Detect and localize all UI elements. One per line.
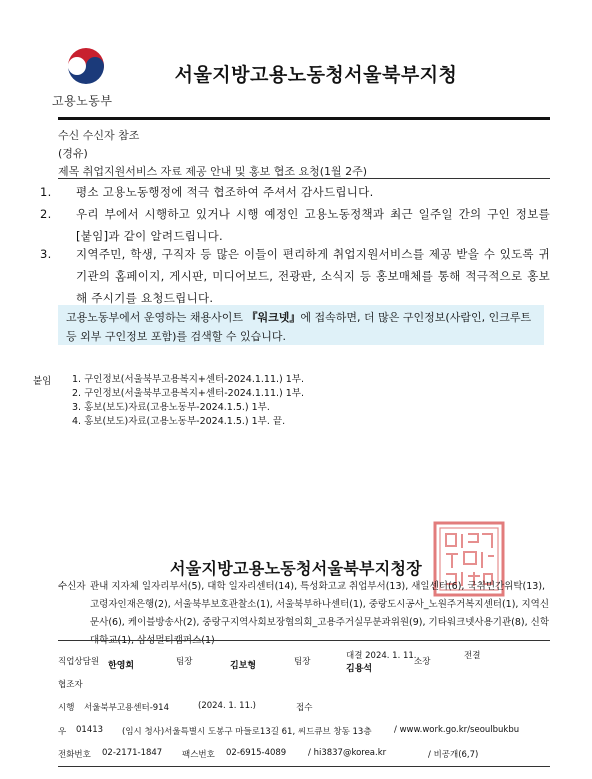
item-number: 1. <box>40 185 52 199</box>
org-title: 서울지방고용노동청서울북부지청 <box>174 64 458 86</box>
item-text: 평소 고용노동행정에 적극 협조하여 주셔서 감사드립니다. <box>76 185 374 199</box>
body-item-3 <box>40 243 550 309</box>
via-line: (경유) <box>58 147 88 160</box>
attachment-item: 1. 구인정보(서울북부고용복지+센터-2024.1.11.) 1부. <box>72 374 304 385</box>
bottom-divider <box>58 766 550 767</box>
enforce-label: 시행 <box>58 703 75 713</box>
phone-number: 02-2171-1847 <box>102 748 163 758</box>
recipient-line: 수신 수신자 참조 <box>58 129 140 142</box>
body-item-1 <box>40 181 550 203</box>
disclosure-status: / 비공개(6,7) <box>428 750 479 760</box>
fax-label: 팩스번호 <box>182 750 215 760</box>
enforce-number: 서울북부고용센터-914 <box>84 703 169 713</box>
website-link[interactable]: / www.work.go.kr/seoulbukbu <box>394 725 520 735</box>
item-text: 지역주민, 학생, 구직자 등 많은 이들이 편리하게 취업지원서비스를 제공 받을 수 있도록 귀 기관의 홈페이지, 게시판, 미디어보드, 전광판, 소식지 등 홍보매체를 통해 적극적으로 홍보해 주시기를 요청드립니다. <box>76 247 550 305</box>
phone-label: 전화번호 <box>58 750 91 760</box>
recipients-list: 관내 지자체 일자리부서(5), 대학 일자리센터(14), 특성화고교 취업부서(13), 새일센터(6), 국취민간위탁(13), 고령자인재은행(2), 서울북부보호관찰소(1), 서울북부하나센터(1), 중랑도시공사_노원주거복지센터(1), 지역신문사(6), 케이블방송사(2), 중랑구지역사회보장협의회_고용주거실무분과위원(9), 기타워크넷사용기관(8), 신학 <box>90 581 549 628</box>
worknet-site-name: 『워크넷』 <box>246 311 301 324</box>
ministry-name: 고용노동부 <box>52 94 113 108</box>
staff-role: 직업상담원 <box>58 657 100 667</box>
postal-label: 우 <box>58 727 67 737</box>
notice-text-pre: 고용노동부에서 운영하는 채용사이트 <box>66 311 247 324</box>
attachment-item: 3. 홍보(보도)자료(고용노동부-2024.1.5.) 1부. <box>72 402 270 413</box>
header-divider <box>58 117 550 120</box>
enforce-date: (2024. 1. 11.) <box>198 701 256 711</box>
staff-signature-name: 한영희 <box>108 661 135 671</box>
footer-divider <box>58 640 550 641</box>
staff-signature-name: 김보형 <box>230 661 257 671</box>
attachments-list <box>72 373 304 429</box>
attachment-item: 2. 구인정보(서울북부고용복지+센터-2024.1.11.) 1부. <box>72 388 304 399</box>
recipients-label: 수신자 <box>58 581 86 592</box>
office-address: (임시 청사)서울특별시 도봉구 마들로13길 61, 씨드큐브 창동 13층 <box>122 727 372 737</box>
receipt-label: 접수 <box>296 703 313 713</box>
body-item-2 <box>40 203 550 247</box>
subject-divider <box>58 178 550 179</box>
delegated-approval-label: 전결 <box>464 651 481 661</box>
worknet-notice <box>58 305 544 345</box>
subject-line: 제목 취업지원서비스 자료 제공 안내 및 홍보 협조 요청(1월 2주) <box>58 165 368 178</box>
item-number: 3. <box>40 247 52 261</box>
staff-role: 팀장 <box>176 657 193 667</box>
issuer-signature: 서울지방고용노동청서울북부지청장 <box>169 559 423 578</box>
staff-role: 팀장 <box>294 657 311 667</box>
email-address[interactable]: / hi3837@korea.kr <box>308 748 387 758</box>
item-text: 우리 부에서 시행하고 있거나 시행 예정인 고용노동정책과 최근 일주일 간의 구인 정보를 [붙임]과 같이 알려드립니다. <box>76 207 550 243</box>
item-number: 2. <box>40 207 52 221</box>
staff-signature-name: 김용석 <box>346 664 373 674</box>
attachments-label: 붙임 <box>33 376 52 387</box>
fax-number: 02-6915-4089 <box>226 748 287 758</box>
postal-code: 01413 <box>76 725 104 735</box>
proxy-decision-date: 대결 2024. 1. 11. <box>346 651 417 661</box>
attachment-item: 4. 홍보(보도)자료(고용노동부-2024.1.5.) 1부. 끝. <box>72 416 286 427</box>
staff-role: 소장 <box>414 657 431 667</box>
notice-text-post: 에 접속하면, 더 많은 구인정보(사람인, 인크루트 등 외부 구인정보 포함)를 검색할 수 있습니다. <box>66 311 532 343</box>
cooperator-label: 협조자 <box>58 680 83 690</box>
